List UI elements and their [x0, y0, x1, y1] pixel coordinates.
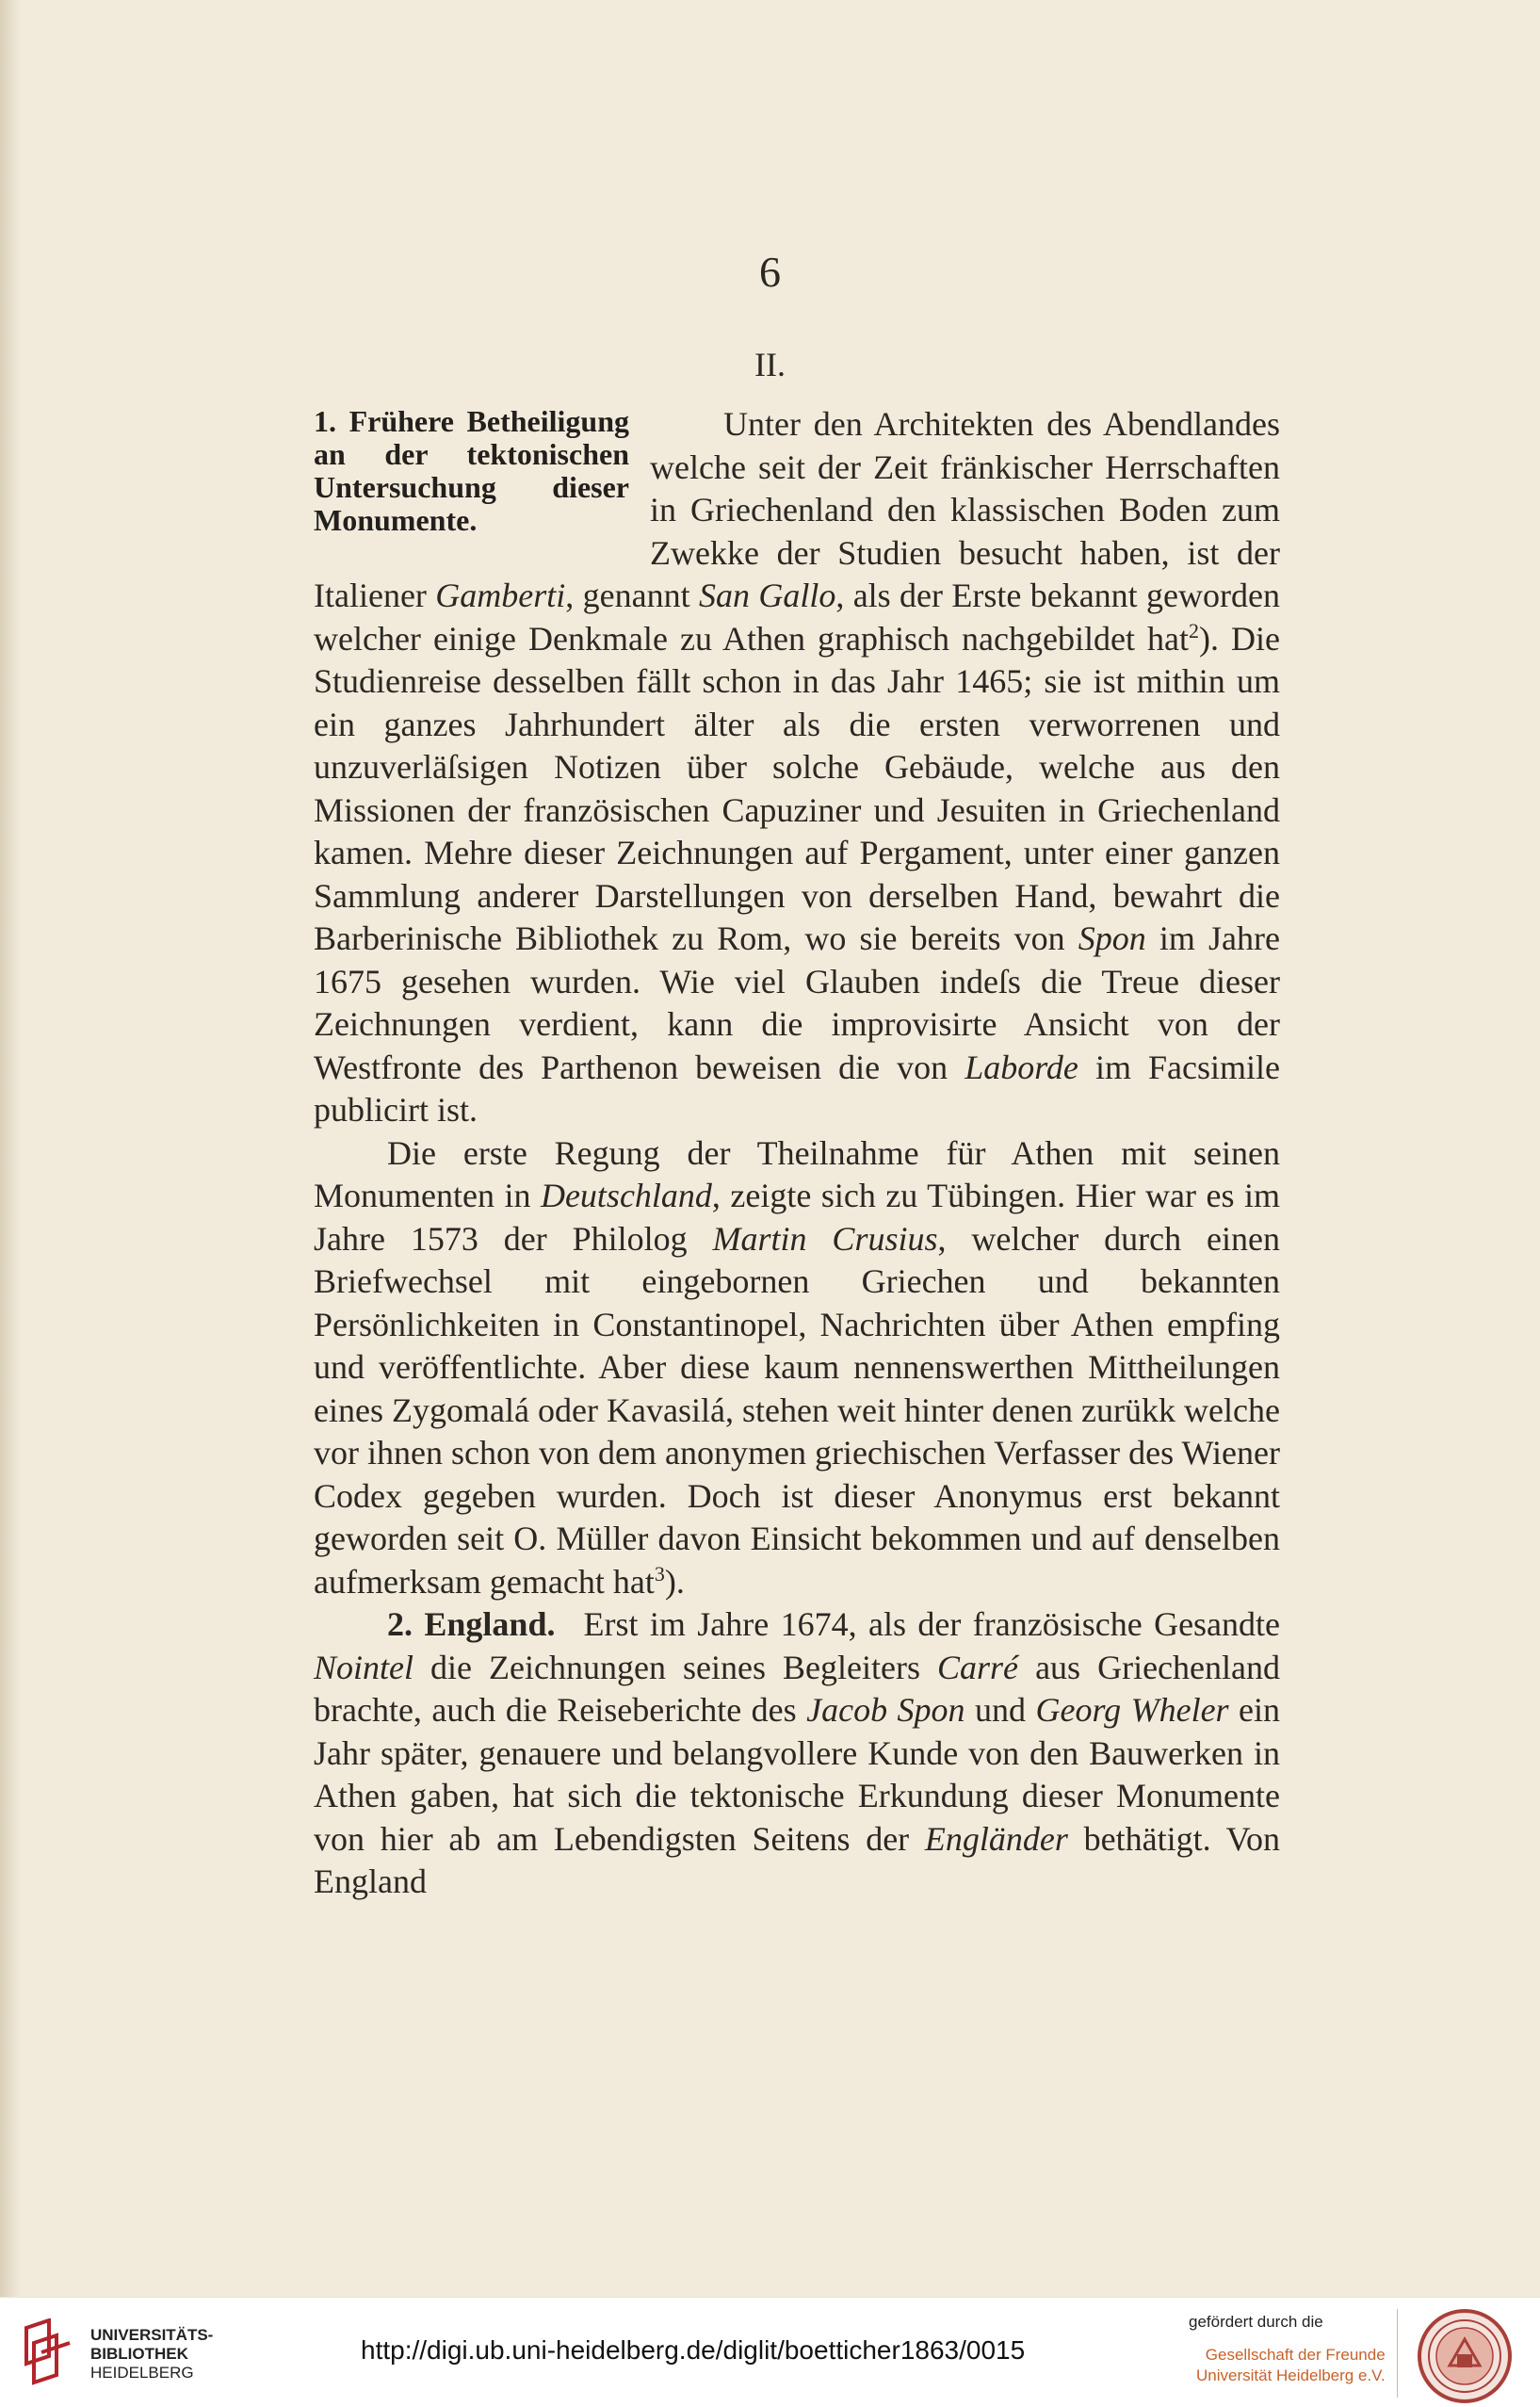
italic-name: Carré: [937, 1648, 1019, 1686]
footnote-ref: 2: [1188, 618, 1199, 642]
sponsor-caption: gefördert durch die: [1189, 2313, 1323, 2331]
text-run: , als der Erste bekannt geworden welcher einige Denkmale zu Athen graphisch nachgebildet hat: [314, 577, 1280, 658]
italic-name: Spon: [1078, 919, 1146, 957]
text-run: ).: [664, 1562, 685, 1601]
italic-name: Gamberti: [435, 577, 566, 614]
library-name-line: BIBLIOTHEK: [90, 2345, 188, 2363]
text-run: Die erste Regung der Theilnahme für Athen mit seinen Monumenten in: [314, 1133, 1280, 1214]
text-run: und: [965, 1691, 1036, 1729]
text-run: die Zeichnungen seines Begleiters: [413, 1648, 938, 1686]
ub-logo-icon: [21, 2318, 77, 2388]
permalink-url[interactable]: http://digi.ub.uni-heidelberg.de/diglit/boetticher1863/0015: [361, 2335, 1026, 2365]
paragraph: [314, 1132, 1280, 1604]
sponsor-name-line: Gesellschaft der Freunde: [1205, 2346, 1386, 2364]
text-run: im Jahre 1675 gesehen wurden. Wie viel Glauben indeſs die Treue dieser Zeichnungen verdient, kann die improvisirte Ansicht von der Westfronte des Parthenon beweisen die von: [314, 919, 1280, 1086]
body-text: [314, 403, 1280, 1904]
italic-name: Laborde: [965, 1048, 1078, 1086]
italic-name: Engländer: [924, 1819, 1068, 1858]
footnote-ref: 3: [654, 1561, 665, 1586]
italic-name: Georg Wheler: [1035, 1691, 1229, 1729]
sponsor-name-line: Universität Heidelberg e.V.: [1196, 2366, 1386, 2384]
sponsor-name: [1196, 2345, 1386, 2386]
text-run: Unter den Architekten des Abendlandes welche seit der Zeit fränkischer Herrschaften in Griechenland den klassischen Boden zum Zwekke der Studien besucht haben, ist der Italiener: [314, 405, 1280, 614]
text-run: , zeigte sich zu Tübingen. Hier war es im Jahre 1573 der Philolog: [314, 1177, 1280, 1258]
italic-name: Martin Crusius: [712, 1219, 938, 1258]
library-name-line: HEIDELBERG: [90, 2364, 194, 2382]
section-numeral: II.: [754, 346, 786, 383]
paragraph: [314, 1603, 1280, 1904]
digitization-footer: [0, 2297, 1540, 2407]
marginal-heading: 1. Frühere Betheiligung an der tektonischen Untersuchung dieser Monumente.: [314, 404, 629, 537]
text-run: im Facsimile publicirt ist.: [314, 1048, 1280, 1129]
library-name: [90, 2326, 213, 2383]
text-run: Erst im Jahre 1674, als der französische Gesandte: [583, 1605, 1281, 1643]
university-seal-icon: [1416, 2307, 1514, 2405]
library-name-line: UNIVERSITÄTS-: [90, 2326, 214, 2344]
text-run: aus Griechenland brachte, auch die Reiseberichte des: [314, 1648, 1280, 1729]
text-run: , genannt: [565, 577, 699, 614]
text-run: ein Jahr später, genauere und belangvollere Kunde von den Bauwerken in Athen gaben, hat sich die tektonische Erkundung dieser Monumente von hier ab am Lebendigsten Seitens der: [314, 1691, 1281, 1858]
italic-name: Jacob Spon: [806, 1691, 965, 1729]
text-run: ). Die Studienreise desselben fällt schon in das Jahr 1465; sie ist mithin um ein ganzes Jahrhundert älter als die ersten verworrenen und unzuverläſsigen Notizen über solche Gebäude, welche aus den Missionen der französischen Capuziner und Jesuiten in Griechenland kamen. Mehre dieser Zeichnungen auf Pergament, unter einer ganzen Sammlung anderer Darstellungen von derselben Hand, bewahrt die Barberinische Bibliothek zu Rom, wo sie bereits von: [314, 619, 1280, 957]
italic-name: Nointel: [314, 1648, 413, 1686]
italic-name: Deutschland: [540, 1177, 712, 1214]
section-heading: 2. England.: [387, 1605, 556, 1643]
text-run: bethätigt. Von England: [314, 1819, 1281, 1900]
text-run: , welcher durch einen Briefwechsel mit eingebornen Griechen und bekannten Persönlichkeiten in Constantinopel, Nachrichten über Athen empfing und veröffentlichte. Aber diese kaum nennenswerthen Mittheilungen eines Zygomalá oder Kavasilá, stehen weit hinter denen zurükk welche vor ihnen schon von dem anonymen griechischen Verfasser des Wiener Codex gegeben wurden. Doch ist dieser Anonymus erst bekannt geworden seit O. Müller davon Einsicht bekommen und auf denselben aufmerksam gemacht hat: [314, 1219, 1280, 1601]
divider: [1397, 2309, 1398, 2398]
page-number: 6: [759, 248, 781, 296]
italic-name: San Gallo: [698, 577, 836, 614]
